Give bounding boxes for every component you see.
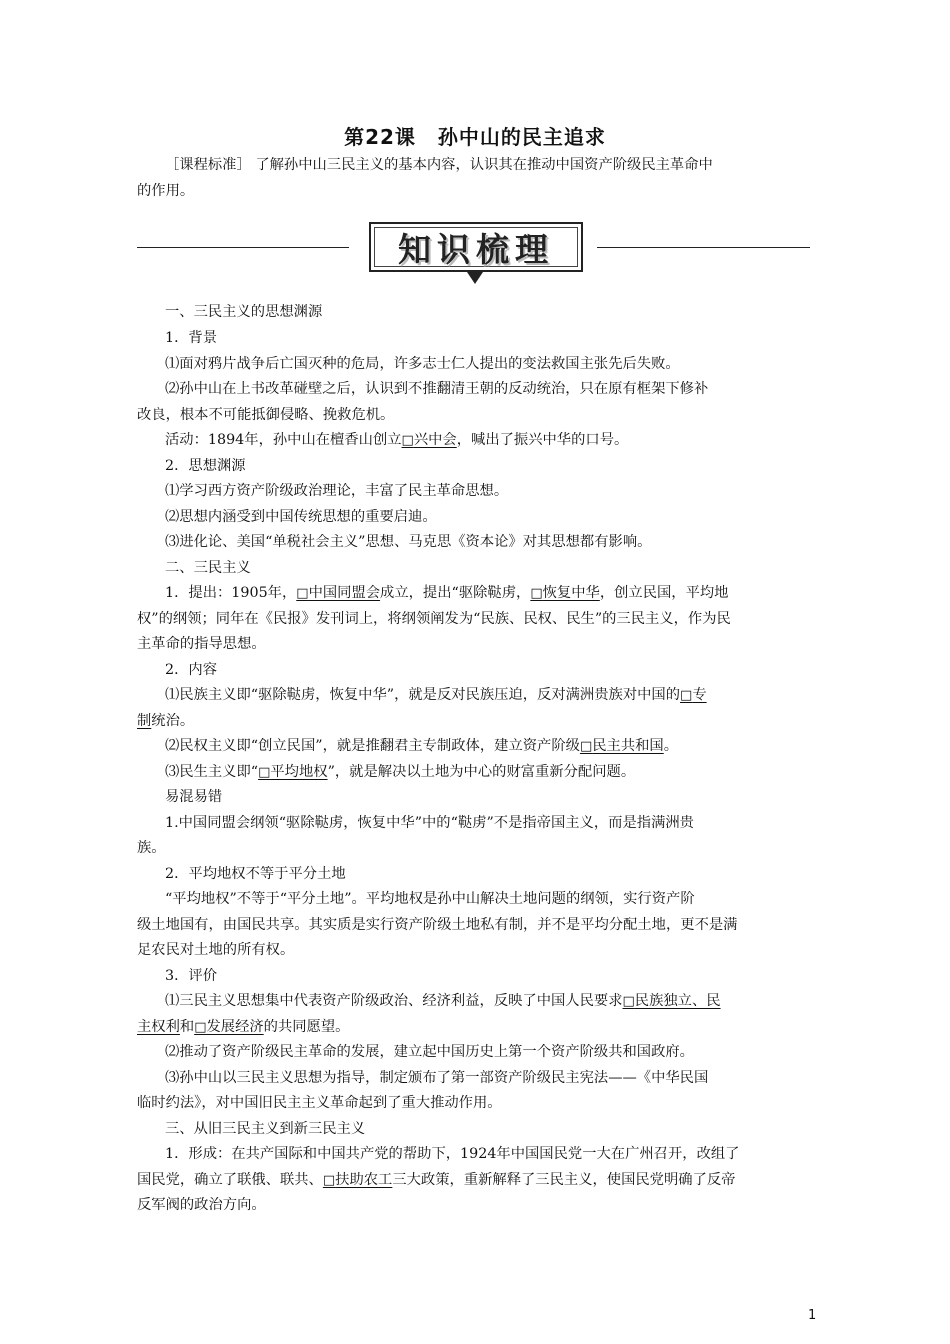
s3-heading: 三、从旧三民主义到新三民主义 <box>165 1121 366 1137</box>
s1-source-title: 2．思想渊源 <box>165 458 246 474</box>
blank-fazhanjingji: □发展经济 <box>194 1019 264 1035</box>
blank-minzuduli-part1: □民族独立、民 <box>622 993 721 1009</box>
s2-content-3: ⑶民生主义即“□平均地权”，就是解决以土地为中心的财富重新分配问题。 <box>165 764 636 780</box>
lesson-title <box>0 121 950 150</box>
lesson-number: 第22课 <box>344 125 416 149</box>
blank-huifuzhonghua: □恢复中华 <box>530 585 600 601</box>
s2-mix-2-title: 2．平均地权不等于平分土地 <box>165 866 346 882</box>
s2-content-1a: ⑴民族主义即“驱除鞑虏，恢复中华”，就是反对民族压迫，反对满洲贵族对中国的□专 <box>165 687 707 703</box>
blank-minzuduli-part2: 主权利 <box>137 1019 180 1035</box>
blank-minzhugongheguo: □民主共和国 <box>579 738 664 754</box>
s2-content-1b: 制统治。 <box>137 713 195 729</box>
banner-arrow-icon <box>467 272 483 284</box>
blank-zhuanzhi-part1: □专 <box>680 687 707 703</box>
s2-mix-1b: 族。 <box>137 840 166 856</box>
s3-formation-3: 反军阀的政治方向。 <box>137 1197 266 1213</box>
s1-activity: 活动：1894年，孙中山在檀香山创立□兴中会，喊出了振兴中华的口号。 <box>165 432 629 448</box>
s2-eval-title: 3．评价 <box>165 968 217 984</box>
s2-content-2: ⑵民权主义即“创立民国”，就是推翻君主专制政体，建立资产阶级□民主共和国。 <box>165 738 679 754</box>
s2-mix-title: 易混易错 <box>165 789 223 805</box>
banner-text: 知识梳理 <box>374 227 578 267</box>
s3-formation-2: 国民党，确立了联俄、联共、□扶助农工三大政策，重新解释了三民主义，使国民党明确了反帝 <box>137 1172 736 1188</box>
blank-pingjundiquan: □平均地权 <box>258 764 328 780</box>
s1-background-title: 1．背景 <box>165 330 217 346</box>
lesson-name: 孙中山的民主追求 <box>437 125 606 149</box>
s2-proposal-2: 权”的纲领；同年在《民报》发刊词上，将纲领阐发为“民族、民权、民生”的三民主义，作为民 <box>137 611 731 627</box>
s2-eval-2: ⑵推动了资产阶级民主革命的发展，建立起中国历史上第一个资产阶级共和国政府。 <box>165 1044 694 1060</box>
banner-divider-right <box>597 247 810 248</box>
banner-divider-left <box>137 247 349 248</box>
s2-eval-3b: 临时约法》，对中国旧民主主义革命起到了重大推动作用。 <box>137 1095 502 1111</box>
s2-proposal-1: 1．提出：1905年，□中国同盟会成立，提出“驱除鞑虏，□恢复中华，创立民国，平均地 <box>165 585 729 601</box>
s2-eval-3a: ⑶孙中山以三民主义思想为指导，制定颁布了第一部资产阶级民主宪法——《中华民国 <box>165 1070 709 1086</box>
s2-heading: 二、三民主义 <box>165 560 251 576</box>
s1-background-1: ⑴面对鸦片战争后亡国灭种的危局，许多志士仁人提出的变法救国主张先后失败。 <box>165 356 680 372</box>
blank-zhuanzhi-part2: 制 <box>137 713 152 729</box>
s2-mix-2b: 级土地国有，由国民共享。其实质是实行资产阶级土地私有制，并不是平均分配土地，更不是满 <box>137 917 738 933</box>
s3-formation-1: 1．形成：在共产国际和中国共产党的帮助下，1924年中国国民党一大在广州召开，改组了 <box>165 1146 740 1162</box>
s2-eval-1a: ⑴三民主义思想集中代表资产阶级政治、经济利益，反映了中国人民要求□民族独立、民 <box>165 993 721 1009</box>
s2-mix-2a: “平均地权”不等于“平分土地”。平均地权是孙中山解决土地问题的纲领，实行资产阶 <box>165 891 695 907</box>
s1-source-3: ⑶进化论、美国“单税社会主义”思想、马克思《资本论》对其思想都有影响。 <box>165 534 652 550</box>
s2-eval-1b: 主权利和□发展经济的共同愿望。 <box>137 1019 350 1035</box>
blank-fuzhunonggong: □扶助农工 <box>322 1172 393 1188</box>
s2-content-title: 2．内容 <box>165 662 217 678</box>
s1-background-2a: ⑵孙中山在上书改革碰壁之后，认识到不推翻清王朝的反动统治，只在原有框架下修补 <box>165 381 709 397</box>
section-banner <box>369 222 583 272</box>
s2-proposal-3: 主革命的指导思想。 <box>137 636 266 652</box>
blank-tongmenghui: □中国同盟会 <box>296 585 381 601</box>
blank-xingzhonghui: □兴中会 <box>401 432 457 448</box>
s1-background-2b: 改良，根本不可能抵御侵略、挽救危机。 <box>137 407 395 423</box>
s2-mix-1a: 1.中国同盟会纲领“驱除鞑虏，恢复中华”中的“鞑虏”不是指帝国主义，而是指满洲贵 <box>165 815 694 831</box>
curriculum-standard-line2: 的作用。 <box>137 183 195 199</box>
curriculum-standard-line1: ［课程标准］ 了解孙中山三民主义的基本内容，认识其在推动中国资产阶级民主革命中 <box>165 157 713 173</box>
page-number: 1 <box>808 1308 817 1323</box>
s1-source-2: ⑵思想内涵受到中国传统思想的重要启迪。 <box>165 509 437 525</box>
s1-heading: 一、三民主义的思想渊源 <box>165 304 323 320</box>
s2-mix-2c: 足农民对土地的所有权。 <box>137 942 295 958</box>
s1-source-1: ⑴学习西方资产阶级政治理论，丰富了民主革命思想。 <box>165 483 509 499</box>
